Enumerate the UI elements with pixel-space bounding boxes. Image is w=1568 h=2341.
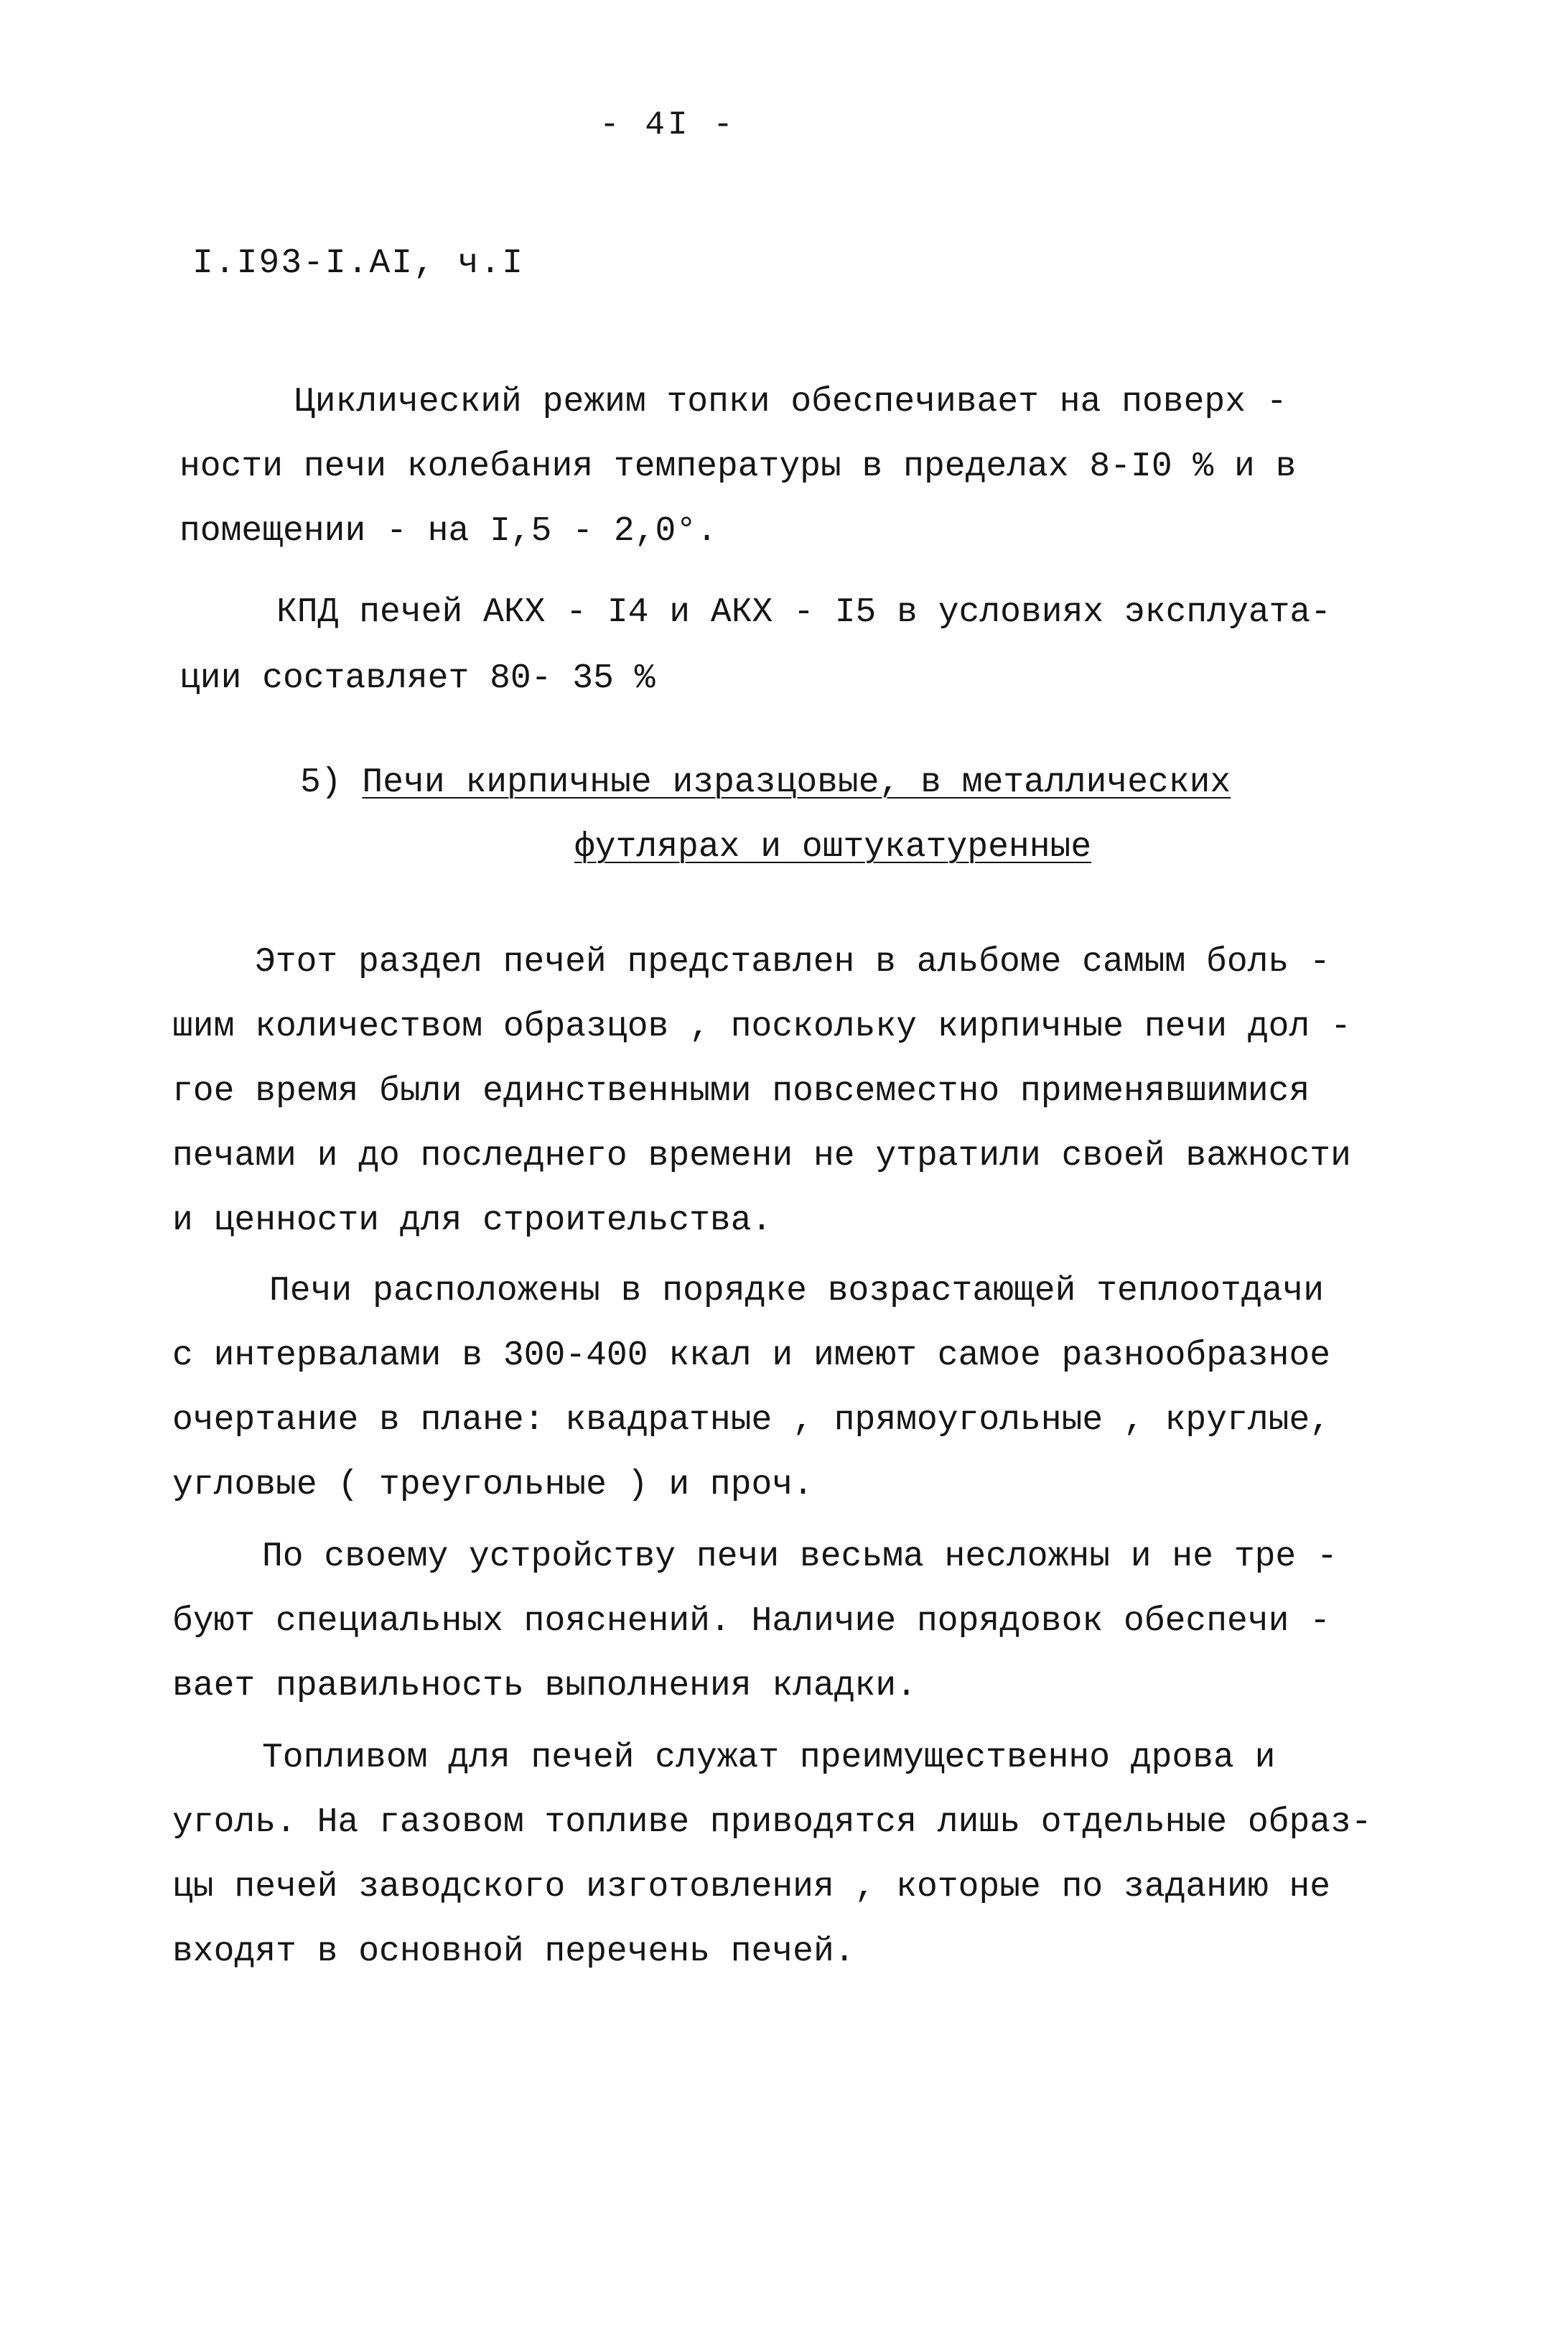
section-number: 5) — [300, 763, 342, 802]
text-line: Этот раздел печей представлен в альбоме самым боль - — [255, 943, 1330, 982]
text-line: Циклический режим топки обеспечивает на поверх - — [294, 383, 1287, 422]
text-line: цы печей заводского изготовления , которые по заданию не — [172, 1868, 1331, 1907]
text-line: Топливом для печей служат преимущественно дрова и — [262, 1739, 1276, 1777]
text-line: печами и до последнего времени не утратили своей важности — [172, 1137, 1351, 1176]
text-line: вает правильность выполнения кладки. — [172, 1667, 917, 1705]
text-line: ции составляет 80- 35 % — [179, 659, 655, 698]
text-line: гое время были единственными повсеместно применявшимися — [172, 1072, 1310, 1111]
text-line: буют специальных пояснений. Наличие порядовок обеспечи - — [172, 1602, 1331, 1641]
text-line: шим количеством образцов , поскольку кирпичные печи дол - — [172, 1007, 1351, 1046]
section-title-line-1: Печи кирпичные изразцовые, в металлических — [362, 763, 1231, 802]
text-line: с интервалами в 300-400 ккал и имеют самое разнообразное — [172, 1336, 1331, 1375]
text-line: и ценности для строительства. — [172, 1201, 773, 1240]
text-line: По своему устройству печи весьма несложны и не тре - — [262, 1537, 1338, 1576]
text-line: входят в основной перечень печей. — [172, 1932, 855, 1971]
text-line: ности печи колебания температуры в пределах 8-I0 % и в — [179, 447, 1297, 486]
text-line: угловые ( треугольные ) и проч. — [172, 1466, 813, 1504]
text-line: уголь. На газовом топливе приводятся лишь отдельные образ- — [172, 1803, 1372, 1842]
text-line: очертание в плане: квадратные , прямоугольные , круглые, — [172, 1401, 1331, 1440]
page-number: - 4I - — [599, 106, 736, 144]
document-code: I.I93-I.AI, ч.I — [192, 244, 525, 283]
text-line: Печи расположены в порядке возрастающей теплоотдачи — [269, 1272, 1325, 1311]
section-title-line-2: футлярах и оштукатуренные — [574, 828, 1092, 867]
text-line: КПД печей АКХ - I4 и АКХ - I5 в условиях эксплуата- — [276, 593, 1332, 632]
text-line: помещении - на I,5 - 2,0°. — [179, 512, 717, 551]
